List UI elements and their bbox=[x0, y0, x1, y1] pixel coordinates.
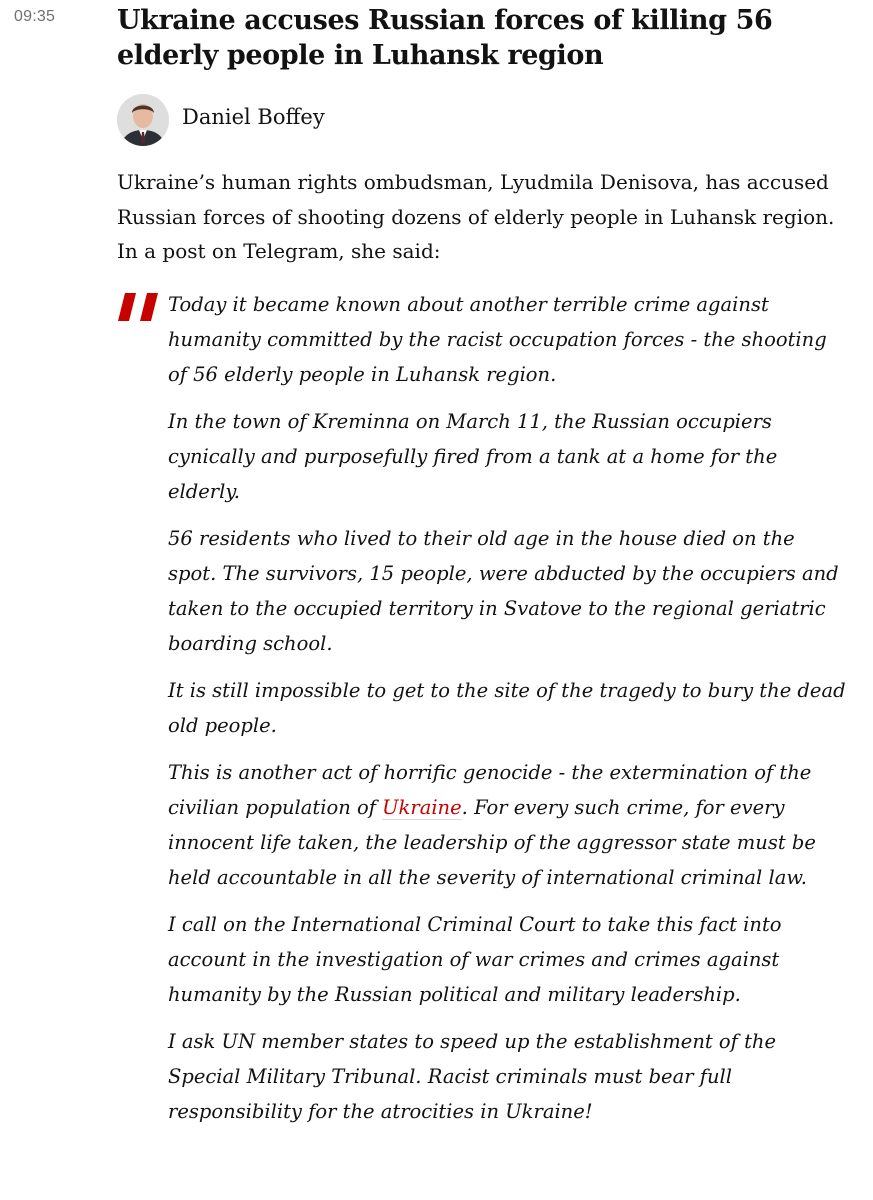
quote-mark-icon bbox=[118, 293, 160, 321]
ukraine-link[interactable]: Ukraine bbox=[382, 795, 462, 819]
entry-intro: Ukraine’s human rights ombudsman, Lyudmila Denisova, has accused Russian forces of shooting dozens of elderly people in Luhansk region. In a post on Telegram, she said: bbox=[117, 170, 835, 263]
author-avatar[interactable] bbox=[117, 94, 169, 146]
entry-timestamp: 09:35 bbox=[14, 8, 56, 25]
live-blog-entry bbox=[117, 0, 847, 1141]
quote-paragraph: I ask UN member states to speed up the establishment of the Special Military Tribunal. Racist criminals must bear full responsibility for the atrocities in Ukraine! bbox=[168, 1029, 777, 1123]
entry-headline: Ukraine accuses Russian forces of killing 56 elderly people in Luhansk region bbox=[117, 5, 773, 71]
author-name[interactable]: Daniel Boffey bbox=[182, 105, 325, 129]
quote-paragraph: Today it became known about another terrible crime against humanity committed by the racist occupation forces - the shooting of 56 elderly people in Luhansk region. bbox=[168, 292, 827, 386]
quote-paragraph: I call on the International Criminal Court to take this fact into account in the investigation of war crimes and crimes against humanity by the Russian political and military leadership. bbox=[168, 912, 782, 1006]
quote-paragraph: In the town of Kreminna on March 11, the Russian occupiers cynically and purposefully fired from a tank at a home for the elderly. bbox=[168, 409, 778, 503]
quote-paragraph bbox=[168, 755, 848, 895]
quote-text: . For every such crime, for every innocent life taken, the leadership of the aggressor state must be held accountable in all the severity of international criminal law. bbox=[168, 795, 816, 889]
blockquote bbox=[117, 287, 847, 1129]
quote-paragraph: 56 residents who lived to their old age in the house died on the spot. The survivors, 15 people, were abducted by the occupiers and taken to the occupied territory in Svatove to the regional geriatric boarding school. bbox=[168, 526, 839, 655]
quote-text: This is another act of horrific genocide - the extermination of the civilian population of bbox=[168, 760, 812, 819]
byline bbox=[117, 91, 847, 149]
quote-paragraph: It is still impossible to get to the site of the tragedy to bury the dead old people. bbox=[168, 678, 846, 737]
